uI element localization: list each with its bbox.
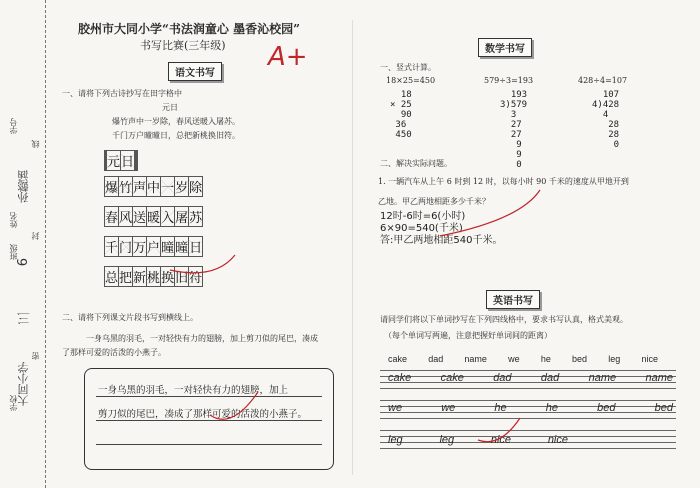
tianzige-cell: 符 (189, 267, 203, 287)
word: he (540, 354, 551, 364)
english-section-label: 英语书写 (486, 290, 540, 309)
equation-2: 579÷3=193 (484, 76, 534, 85)
grade-mark: A+ (268, 42, 308, 72)
math-q1: 一、竖式计算。 (380, 63, 436, 72)
handwritten-passage-1: 一身乌黑的羽毛，一对轻快有力的翅膀，加上 (98, 385, 289, 396)
tianzige-cell: 户 (147, 237, 161, 257)
check-mark (210, 392, 258, 419)
school-label: 学校 (9, 395, 18, 411)
tianzige-cell: 桃 (147, 267, 161, 287)
tianzige-cell: 暖 (147, 207, 161, 227)
tianzige-cell: 屠 (175, 207, 189, 227)
tianzige-cell: 除 (189, 177, 203, 197)
chinese-q1: 一、请将下列古诗抄写在田字格中 (62, 89, 182, 98)
tianzige-cell: 日 (121, 151, 135, 171)
tianzige-cell: 旧 (175, 267, 189, 287)
tianzige-cell: 风 (119, 207, 133, 227)
word: leg (608, 354, 621, 364)
answer-step-1: 12时-6时=6(小时) (380, 211, 466, 222)
english-handwritten-row-1: cake cake dad dad name name (388, 372, 673, 384)
word: we (508, 354, 520, 364)
check-mark (478, 418, 520, 442)
problem-line-2: 乙地。甲乙两地相距多少千米？ (378, 197, 490, 206)
tianzige-cell: 入 (161, 207, 175, 227)
exam-title: 胶州市大同小学“书法润童心 墨香沁校园” (78, 22, 300, 36)
english-handwritten-row-3: leg leg nice nice (388, 434, 568, 446)
check-mark (440, 190, 540, 236)
tianzige-cell: 竹 (119, 177, 133, 197)
tianzige-cell: 中 (147, 177, 161, 197)
word: cake (388, 354, 408, 364)
equation-3: 428÷4=107 (578, 76, 628, 85)
tianzige-cell: 曈 (161, 237, 175, 257)
passage-line-2: 了那样可爱的活泼的小燕子。 (62, 348, 166, 357)
tianzige-cell: 日 (189, 237, 203, 257)
tianzige-cell: 把 (119, 267, 133, 287)
math-section-label: 数学书写 (478, 38, 532, 57)
seal-char-1: 密 (31, 352, 40, 360)
poem-title: 元日 (162, 103, 178, 112)
english-handwritten-row-2: we we he he bed bed (388, 402, 673, 414)
tianzige-cell: 声 (133, 177, 147, 197)
chinese-section-label: 语文书写 (168, 62, 222, 81)
grade-value: 三 (18, 312, 33, 325)
school-value: 大同小学 (17, 362, 30, 406)
word: dad (428, 354, 444, 364)
tianzige-cell: 元 (107, 151, 121, 171)
passage-line-1: 一身乌黑的羽毛，一对轻快有力的翅膀，加上剪刀似的尾巴，凑成 (86, 334, 318, 343)
name-value: 孙懿涵 (17, 170, 30, 203)
tianzige-cell: 苏 (189, 207, 203, 227)
equation-1: 18×25=450 (386, 76, 436, 85)
seal-char-3: 线 (31, 140, 40, 148)
answer-statement: 答:甲乙两地相距540千米。 (380, 235, 503, 246)
exam-subtitle: 书写比赛(三年级) (140, 39, 226, 52)
poem-line-2: 千门万户曈曈日，总把新桃换旧符。 (112, 131, 240, 140)
check-mark (170, 255, 235, 273)
seal-char-2: 封 (31, 232, 40, 240)
name-label: 姓名 (9, 212, 18, 228)
tianzige-cell: 新 (133, 267, 147, 287)
tianzige-cell: 千 (105, 237, 119, 257)
word: nice (641, 354, 658, 364)
chinese-q2: 二、请将下列课文片段书写到横线上。 (62, 313, 198, 322)
tianzige-cell: 送 (133, 207, 147, 227)
id-label: 学号 (9, 118, 18, 134)
tianzige-cell: 爆 (105, 177, 119, 197)
class-value: 6 (16, 258, 31, 267)
handwritten-passage-2: 剪刀似的尾巴，凑成了那样可爱的活泼的小燕子。 (98, 409, 308, 420)
problem-line-1: 1. 一辆汽车从上午 6 时到 12 时，以每小时 90 千米的速度从甲地开到 (378, 177, 629, 186)
english-instruction-1: 请同学们将以下单词抄写在下列四线格中，要求书写认真，格式美观。 (380, 315, 628, 324)
tianzige-cell: 门 (119, 237, 133, 257)
vertical-calc-1: 18 × 25 90 36 450 (390, 90, 412, 140)
tianzige-cell: 岁 (175, 177, 189, 197)
tianzige-cell: 万 (133, 237, 147, 257)
vertical-calc-3: 107 4)428 4 28 28 0 (592, 90, 620, 150)
vertical-calc-2: 193 3)579 3 27 27 9 9 0 (500, 90, 528, 170)
answer-step-2: 6×90=540(千米) (380, 223, 463, 234)
math-q2: 二、解决实际问题。 (380, 159, 452, 168)
poem-line-1: 爆竹声中一岁除，春风送暖入屠苏。 (112, 117, 240, 126)
tianzige-cell: 换 (161, 267, 175, 287)
word: name (464, 354, 487, 364)
tianzige-cell: 曈 (175, 237, 189, 257)
english-instruction-2: （每个单词写两遍，注意把握好单词间的距离） (384, 331, 552, 340)
tianzige-cell: 春 (105, 207, 119, 227)
tianzige-cell: 一 (161, 177, 175, 197)
tianzige-cell: 总 (105, 267, 119, 287)
class-label: 班级 (9, 244, 18, 260)
word: bed (572, 354, 588, 364)
